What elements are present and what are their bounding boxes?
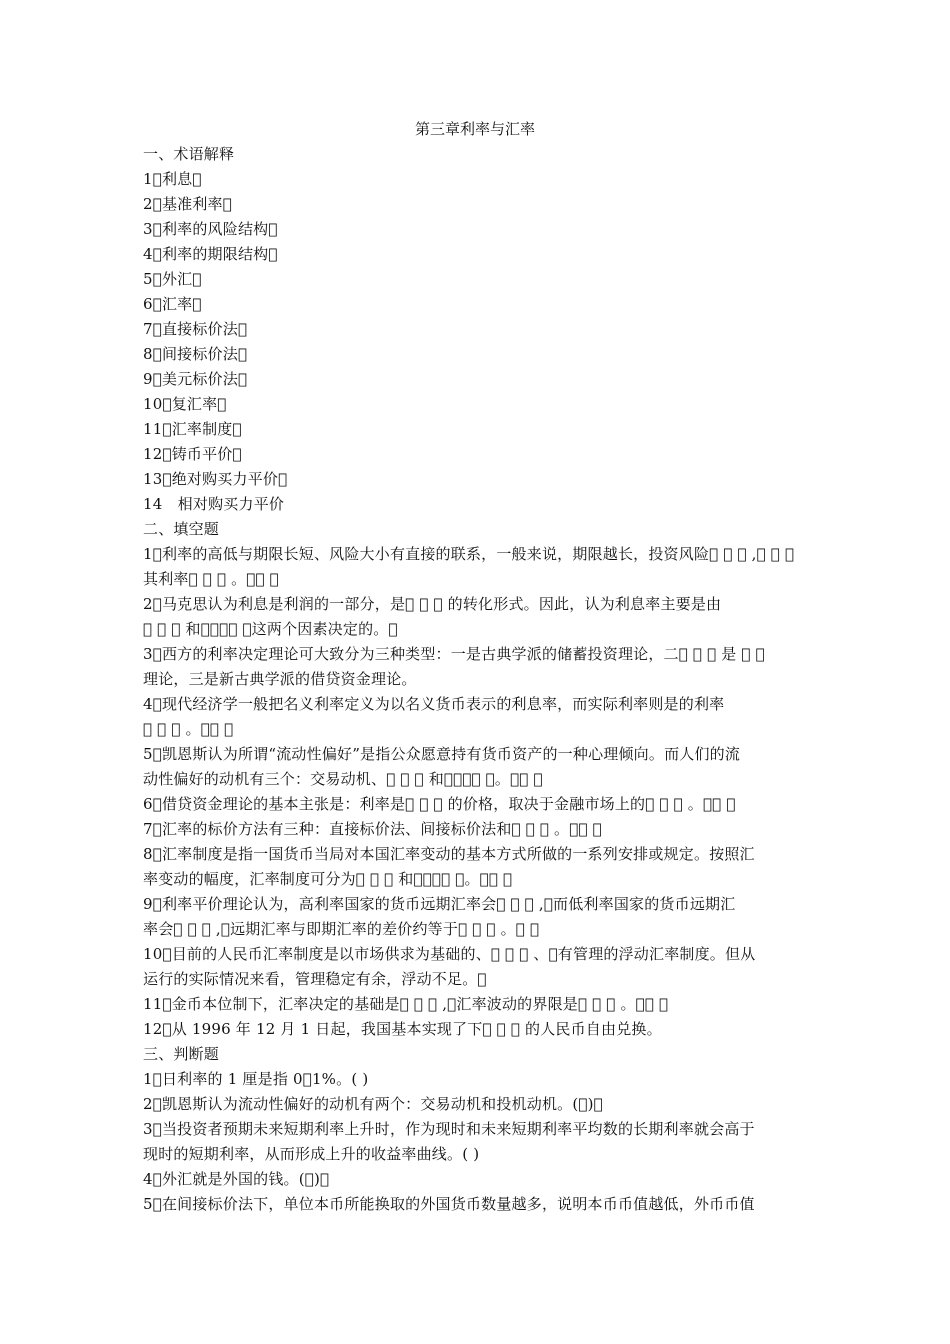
text-line: 10􀀃复汇率􀀃 [143, 395, 227, 413]
text-line: 2􀀃凯恩斯认为流动性偏好的动机有两个：交易动机和投机动机。(􀀃)􀀃 [143, 1095, 603, 1113]
text-line: 运行的实际情况来看，管理稳定有余，浮动不足。􀀃 [143, 970, 487, 988]
section-heading: 二、填空题 [143, 520, 220, 538]
text-line: 7􀀃汇率的标价方法有三种：直接标价法、间接标价法和􀀃 􀀃 􀀃 。􀀃􀀃 􀀃 [143, 820, 602, 838]
text-line: 理论，三是新古典学派的借贷资金理论。 [143, 670, 417, 688]
chapter-title: 第三章利率与汇率 [414, 120, 535, 138]
text-line: 3􀀃当投资者预期未来短期利率上升时，作为现时和未来短期利率平均数的长期利率就会高于 [143, 1120, 755, 1138]
text-line: 12􀀃从 1996 年 12 月 1 日起，我国基本实现了下􀀃 􀀃 􀀃 的人民币自由兑换。 [143, 1020, 662, 1038]
text-line: 7􀀃直接标价法􀀃 [143, 320, 248, 338]
text-line: 14 相对购买力平价 [143, 495, 285, 513]
text-line: 4􀀃外汇就是外国的钱。(􀀃)􀀃 [143, 1170, 330, 1188]
text-line: 4􀀃现代经济学一般把名义利率定义为以名义货币表示的利息率，而实际利率则是的利率 [143, 695, 725, 713]
text-line: 4􀀃利率的期限结构􀀃 [143, 245, 278, 263]
text-line: 9􀀃美元标价法􀀃 [143, 370, 248, 388]
text-line: 现时的短期利率，从而形成上升的收益率曲线。( ) [143, 1145, 480, 1163]
text-line: 􀀃 􀀃 􀀃 。􀀃􀀃 􀀃 [143, 720, 234, 738]
text-line: 6􀀃汇率􀀃 [143, 295, 202, 313]
text-line: 其利率􀀃 􀀃 􀀃 。􀀃􀀃 􀀃 [143, 570, 279, 588]
section-heading: 三、判断题 [143, 1045, 220, 1063]
text-line: 率会􀀃 􀀃 􀀃 ,􀀃远期汇率与即期汇率的差价约等于􀀃 􀀃 􀀃 。􀀃 􀀃 [143, 920, 540, 938]
text-line: 率变动的幅度，汇率制度可分为􀀃 􀀃 􀀃 和􀀃􀀃􀀃􀀃 􀀃。􀀃􀀃 􀀃 [143, 870, 513, 888]
text-line: 􀀃 􀀃 􀀃 和􀀃􀀃􀀃􀀃 􀀃这两个因素决定的。􀀃 [143, 620, 398, 638]
text-line: 8􀀃汇率制度是指一国货币当局对本国汇率变动的基本方式所做的一系列安排或规定。按照汇 [143, 845, 755, 863]
text-line: 11􀀃金币本位制下，汇率决定的基础是􀀃 􀀃 􀀃 ,􀀃汇率波动的界限是􀀃 􀀃 􀀃 。􀀃􀀃 􀀃 [143, 995, 669, 1013]
text-line: 3􀀃利率的风险结构􀀃 [143, 220, 278, 238]
text-line: 11􀀃汇率制度􀀃 [143, 420, 242, 438]
text-line: 动性偏好的动机有三个：交易动机、􀀃 􀀃 􀀃 和􀀃􀀃􀀃􀀃 􀀃。􀀃􀀃 􀀃 [143, 770, 543, 788]
text-line: 13􀀃绝对购买力平价􀀃 [143, 470, 288, 488]
text-line: 1􀀃日利率的 1 厘是指 0􀀃1%。( ) [143, 1070, 369, 1088]
text-line: 2􀀃基准利率􀀃 [143, 195, 232, 213]
text-line: 5􀀃在间接标价法下，单位本币所能换取的外国货币数量越多，说明本币币值越低，外币币值 [143, 1195, 755, 1213]
text-line: 12􀀃铸币平价􀀃 [143, 445, 242, 463]
text-line: 5􀀃外汇􀀃 [143, 270, 202, 288]
text-line: 1􀀃利率的高低与期限长短、风险大小有直接的联系，一般来说，期限越长，投资风险􀀃 􀀃 􀀃 ,􀀃 􀀃 􀀃 [143, 545, 795, 563]
text-line: 9􀀃利率平价理论认为，高利率国家的货币远期汇率会􀀃 􀀃 􀀃 ,􀀃而低利率国家的货币远期汇 [143, 895, 736, 913]
text-line: 10􀀃目前的人民币汇率制度是以市场供求为基础的、􀀃 􀀃 􀀃 、􀀃有管理的浮动汇率制度。但从 [143, 945, 756, 963]
text-line: 1􀀃利息􀀃 [143, 170, 202, 188]
text-line: 3􀀃西方的利率决定理论可大致分为三种类型：一是古典学派的储蓄投资理论，二􀀃 􀀃 􀀃 是 􀀃 􀀃 [143, 645, 765, 663]
text-line: 5􀀃凯恩斯认为所谓“流动性偏好”是指公众愿意持有货币资产的一种心理倾向。而人们的流 [143, 745, 741, 763]
text-line: 6􀀃借贷资金理论的基本主张是：利率是􀀃 􀀃 􀀃 的价格，取决于金融市场上的􀀃 􀀃 􀀃 。􀀃􀀃 􀀃 [143, 795, 736, 813]
section-heading: 一、术语解释 [143, 145, 235, 163]
text-line: 8􀀃间接标价法􀀃 [143, 345, 248, 363]
text-line: 2􀀃马克思认为利息是利润的一部分，是􀀃 􀀃 􀀃 的转化形式。因此，认为利息率主要是由 [143, 595, 722, 613]
